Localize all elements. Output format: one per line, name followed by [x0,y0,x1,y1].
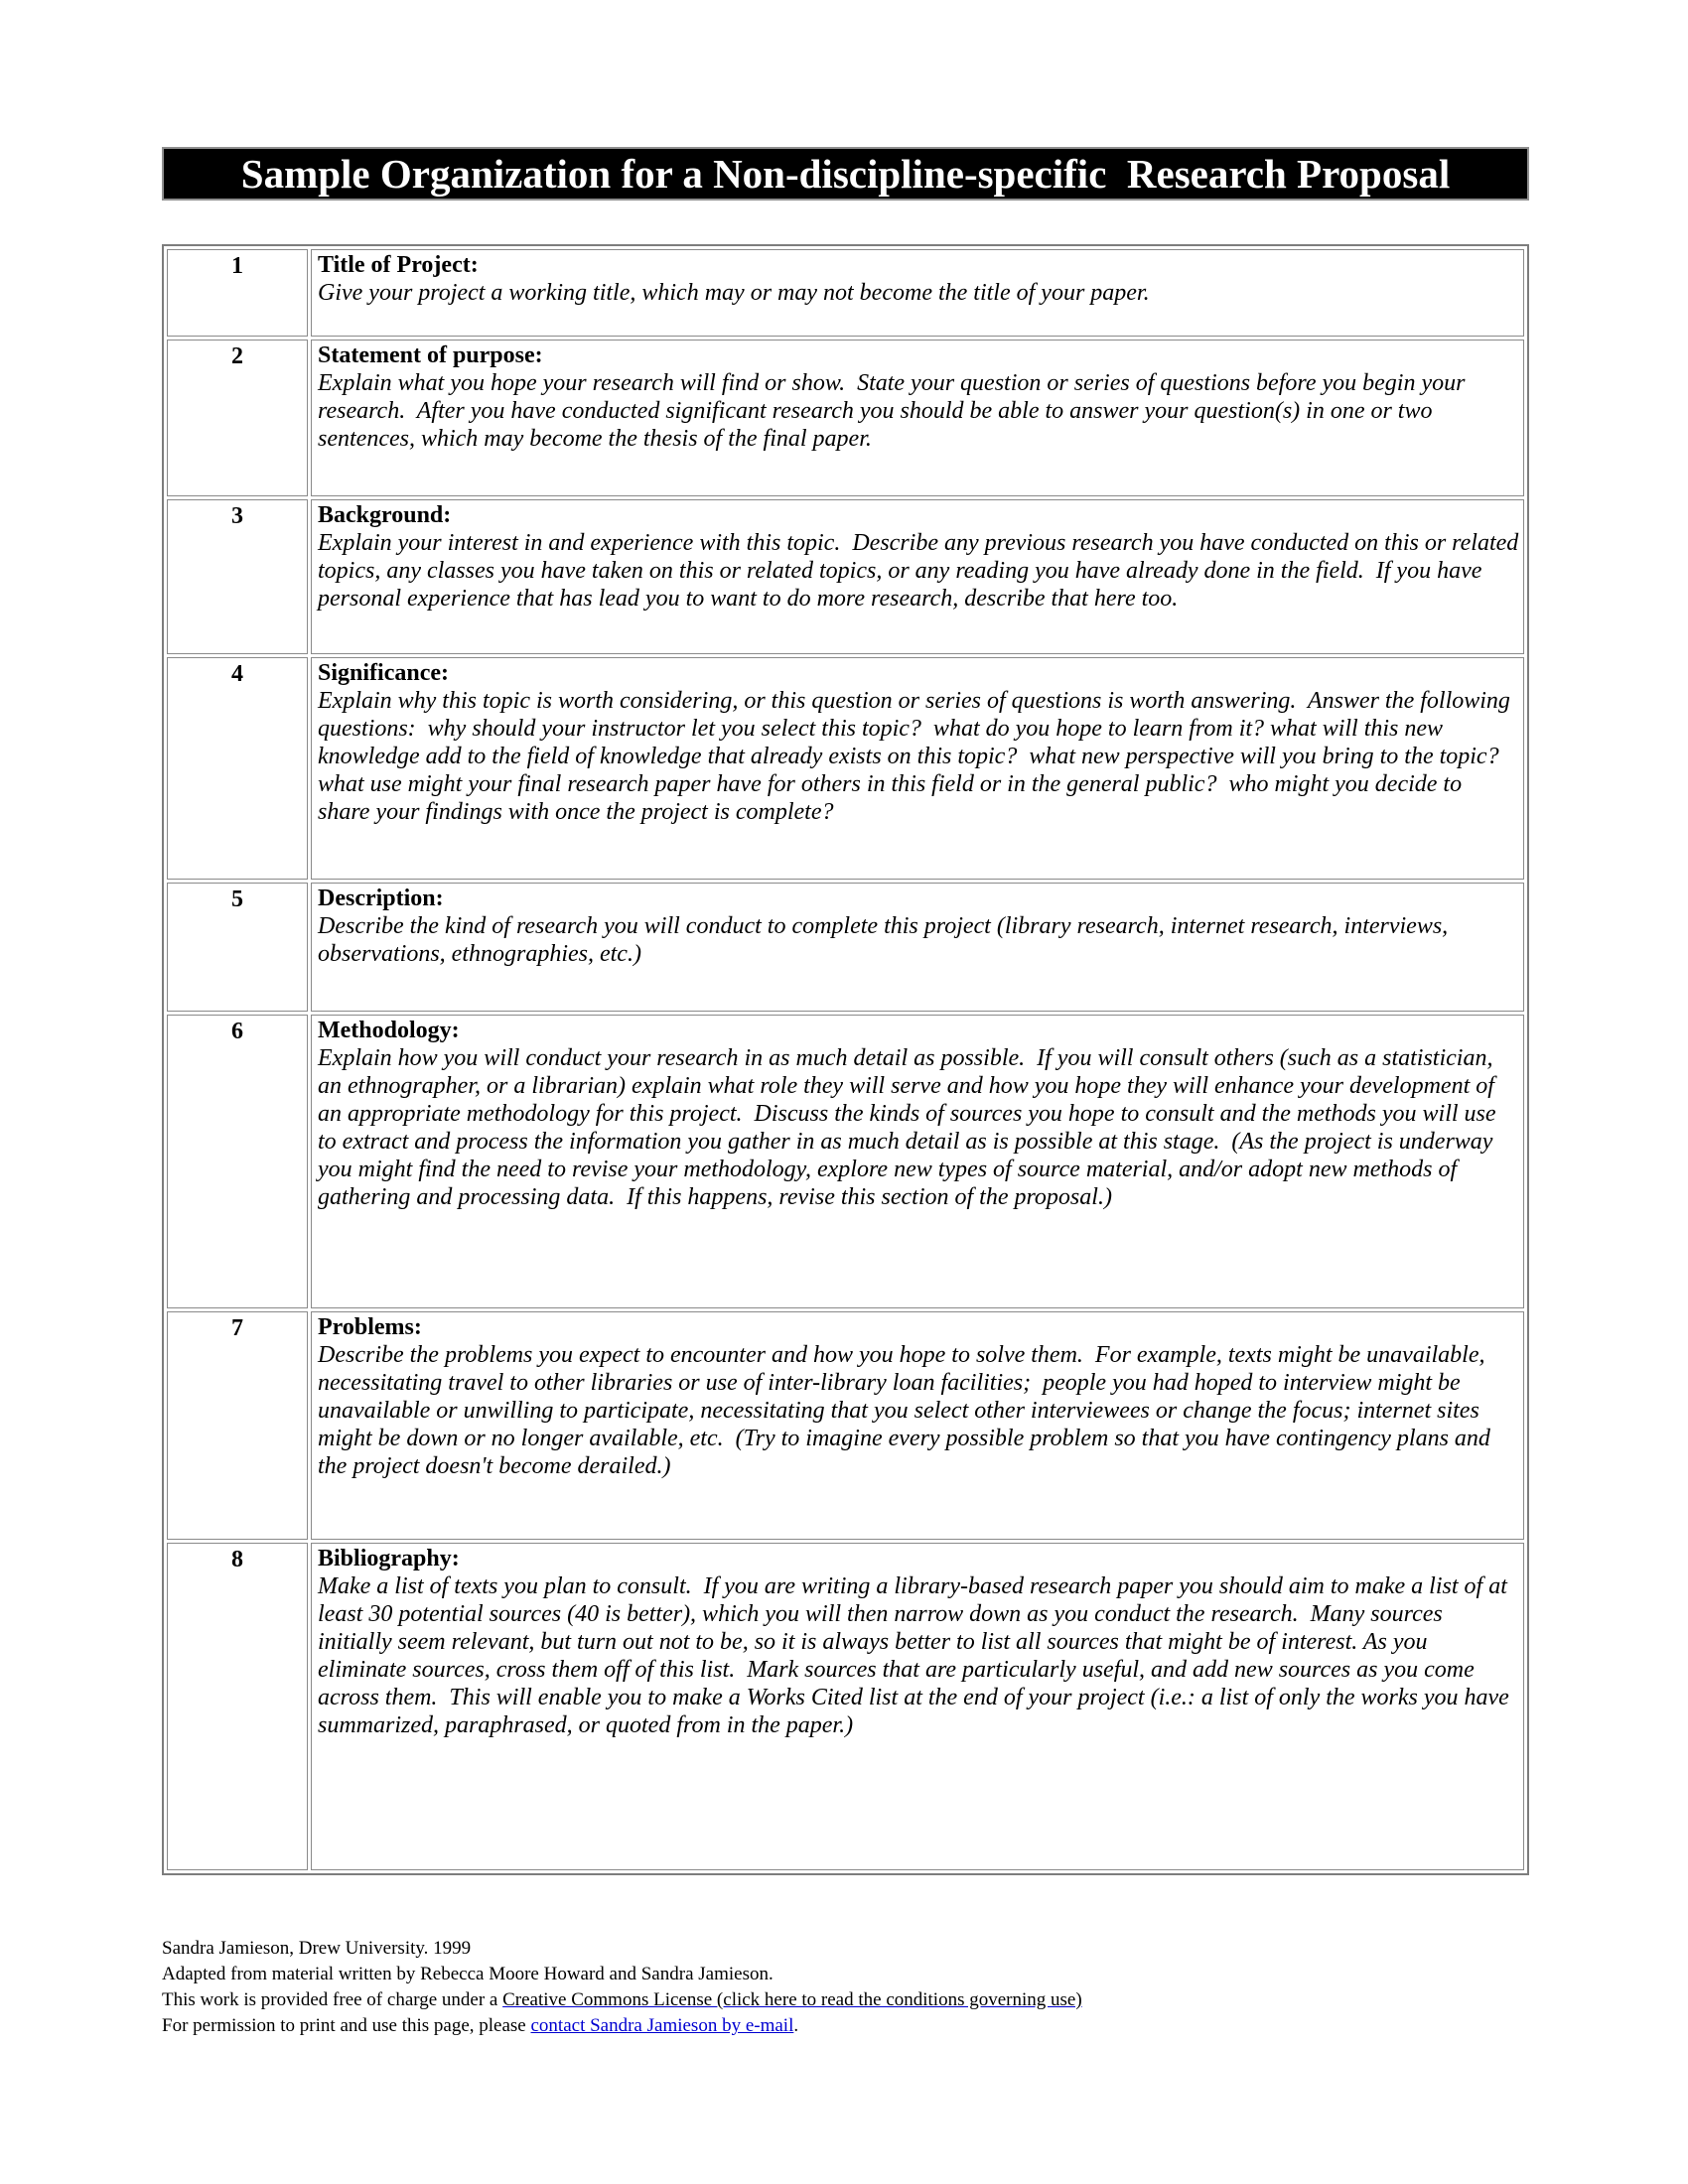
section-description: Explain what you hope your research will find or show. State your question or series of questions before you begin your research. After you have conducted significant research you should be able to answer your question(s) in one or two sentences, which may become the thesis of the final paper. [318,370,1472,452]
footer-permission-suffix: . [793,2015,799,2036]
section-heading: Significance: [318,660,449,686]
contact-email-link[interactable]: contact Sandra Jamieson by e-mail [530,2015,794,2036]
table-row [167,883,1524,1012]
table-row [167,340,1524,496]
row-number: 1 [167,249,308,337]
page-title: Sample Organization for a Non-discipline-specific Research Proposal [240,151,1451,197]
table-row [167,249,1524,337]
section-description: Give your project a working title, which may or may not become the title of your paper. [318,280,1150,306]
section-description: Explain why this topic is worth considering, or this question or series of questions is worth answering. Answer the following questions: why should your instructor let you select this topic? what do you hope to learn from it? what will this new knowledge add to the field of knowledge that already exists on this topic? what new perspective will you bring to the topic? what use might your final research paper have for others in this field or in the general public? who might you decide to share your findings with once the project is complete? [318,688,1516,825]
row-content [311,1543,1524,1870]
table-row [167,657,1524,880]
footer-permission-prefix: For permission to print and use this page, please [162,2015,531,2036]
section-heading: Background: [318,502,452,528]
row-number: 8 [167,1543,308,1870]
section-heading: Methodology: [318,1018,460,1043]
row-content [311,249,1524,337]
section-description: Describe the kind of research you will conduct to complete this project (library research, internet research, interviews, observations, ethnographies, etc.) [318,913,1455,967]
footer-adapted-from: Adapted from material written by Rebecca Moore Howard and Sandra Jamieson. [162,1964,774,1984]
section-heading: Title of Project: [318,252,479,278]
footer [162,1936,1082,2039]
table-row [167,1311,1524,1540]
section-heading: Bibliography: [318,1546,460,1571]
section-description: Explain how you will conduct your research in as much detail as possible. If you will consult others (such as a statistician, an ethnographer, or a librarian) explain what role they will serve and how you hope they will enhance your development of an appropriate methodology for this project. Discuss the kinds of sources you hope to consult and the methods you will use to extract and process the information you gather in as much detail as is possible at this stage. (As the project is underway you might find the need to revise your methodology, explore new types of source material, and/or adopt new methods of gathering and processing data. If this happens, revise this section of the proposal.) [318,1045,1502,1210]
section-description: Explain your interest in and experience with this topic. Describe any previous research you have conducted on this or related topics, any classes you have taken on this or related topics, or any reading you have already done in the field. If you have personal experience that has lead you to want to do more research, describe that here too. [318,530,1525,612]
footer-permission-line [162,2013,1082,2039]
section-heading: Problems: [318,1314,422,1340]
table-row [167,1015,1524,1308]
row-content [311,499,1524,654]
row-number: 6 [167,1015,308,1308]
row-number: 7 [167,1311,308,1540]
creative-commons-license-link[interactable]: Creative Commons License (click here to read the conditions governing use) [502,1989,1082,2010]
row-content [311,1015,1524,1308]
title-banner [162,147,1529,201]
table-row [167,499,1524,654]
row-content [311,657,1524,880]
row-content [311,340,1524,496]
row-number: 3 [167,499,308,654]
row-number: 4 [167,657,308,880]
row-content [311,1311,1524,1540]
row-number: 5 [167,883,308,1012]
table-row [167,1543,1524,1870]
row-content [311,883,1524,1012]
footer-license-prefix: This work is provided free of charge under a [162,1989,503,2010]
row-number: 2 [167,340,308,496]
section-heading: Description: [318,886,444,911]
footer-attribution: Sandra Jamieson, Drew University. 1999 [162,1938,472,1959]
section-description: Describe the problems you expect to encounter and how you hope to solve them. For example, texts might be unavailable, necessitating travel to other libraries or use of inter-library loan facilities; people you had hoped to interview might be unavailable or unwilling to participate, necessitating that you select other interviewees or change the focus; internet sites might be down or no longer available, etc. (Try to imagine every possible problem so that you have contingency plans and the project doesn't become derailed.) [318,1342,1496,1479]
proposal-structure-table [162,244,1529,1875]
footer-license-line [162,1987,1082,2013]
section-description: Make a list of texts you plan to consult. If you are writing a library-based research paper you should aim to make a list of at least 30 potential sources (40 is better), which you will then narrow down as you conduct the research. Many sources initially seem relevant, but turn out not to be, so it is always better to list all sources that might be of interest. As you eliminate sources, cross them off of this list. Mark sources that are particularly useful, and add new sources as you come across them. This will enable you to make a Works Cited list at the end of your project (i.e.: a list of only the works you have summarized, paraphrased, or quoted from in the paper.) [318,1573,1515,1738]
section-heading: Statement of purpose: [318,342,543,368]
